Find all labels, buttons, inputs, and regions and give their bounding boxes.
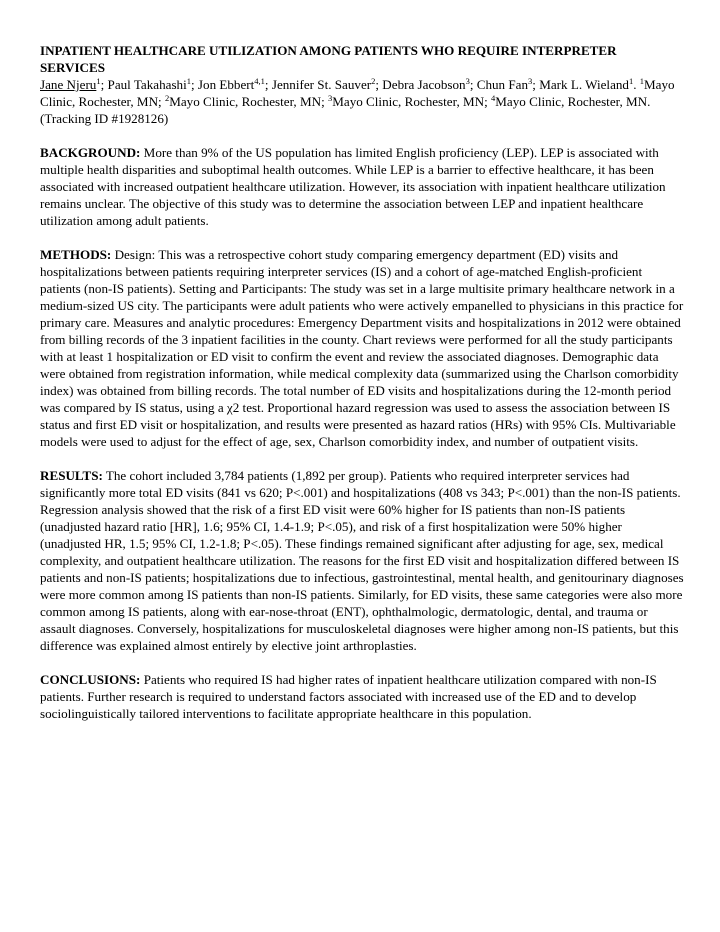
affiliation-number: 4 [491, 93, 496, 103]
results-text: The cohort included 3,784 patients (1,892 per group). Patients who required interpreter services had significantly more total ED visits (841 vs 620; P<.001) and hospitalizations (408 vs 343; P<.001) than the non-IS patients. Regression analysis showed that the risk of a first ED visit were 60% higher for IS patients than non-IS patients (unadjusted hazard ratio [HR], 1.6; 95% CI, 1.4-1.9; P<.05), and risk of a first hospitalization were 50% higher (unadjusted HR, 1.5; 95% CI, 1.2-1.8; P<.05). These findings remained significant after adjusting for age, sex, medical complexity, and outpatient healthcare utilization. The reasons for the first ED visit and hospitalization differed between IS patients and non-IS patients; hospitalizations due to infectious, gastrointestinal, mental health, and genitourinary diagnoses were more common among IS patients than non-IS patients. Similarly, for ED visits, these same categories were also more common among IS patients, along with ear-nose-throat (ENT), ophthalmologic, dermatologic, dental, and trauma or assault diagnoses. Conversely, hospitalizations for musculoskeletal diagnoses were higher among non-IS patients, but this difference was explained almost entirely by elective joint arthroplasties. [40, 468, 684, 653]
methods-text: Design: This was a retrospective cohort study comparing emergency department (ED) visits and hospitalizations between patients requiring interpreter services (IS) and a cohort of age-matched English-proficient patients (non-IS patients). Setting and Participants: The study was set in a large multisite primary healthcare network in a medium-sized US city. The participants were adult patients who were actively empanelled to physicians in this practice for primary care. Measures and analytic procedures: Emergency Department visits and hospitalizations in 2012 were obtained from billing records of the 3 inpatient facilities in the county. Chart reviews were performed for all the study participants with at least 1 hospitalization or ED visit to confirm the event and review the associated diagnoses. Demographic data were obtained from registration information, while medical complexity data (summarized using the Charlson comorbidity index) was obtained from billing records. The total number of ED visits and hospitalizations during the 12-month period was compared by IS status, using a χ2 test. Proportional hazard regression was used to assess the association between IS status and first ED visit or hospitalization, and results were presented as hazard ratios (HRs) with 95% CIs. Multivariable models were used to adjust for the effect of age, sex, Charlson comorbidity index, and number of outpatient visits. [40, 247, 684, 449]
author-name: Mark L. Wieland [539, 77, 629, 92]
conclusions-heading: CONCLUSIONS: [40, 672, 141, 687]
abstract-title: INPATIENT HEALTHCARE UTILIZATION AMONG PATIENTS WHO REQUIRE INTERPRETER SERVICES [40, 43, 617, 75]
results-section [40, 467, 684, 654]
methods-heading: METHODS: [40, 247, 112, 262]
author-separator: ; [191, 77, 198, 92]
author-affiliation-mark: 2 [371, 76, 376, 86]
author-separator: ; [264, 77, 272, 92]
affiliation-text: Mayo Clinic, Rochester, MN [495, 94, 648, 109]
author-affiliation-mark: 1 [628, 76, 634, 86]
author-name: Jon Ebbert [197, 77, 255, 92]
background-text: More than 9% of the US population has limited English proficiency (LEP). LEP is associated with multiple health disparities and suboptimal health outcomes. While LEP is a barrier to effective healthcare, it has been associated with increased outpatient healthcare utilization. However, its association with inpatient healthcare utilization remains unclear. The objective of this study was to determine the association between LEP and inpatient healthcare utilization among adult patients. [40, 145, 666, 228]
background-section [40, 144, 684, 229]
presenting-author: Jane Njeru [40, 77, 97, 92]
author-affiliation-mark: 1 [186, 76, 191, 86]
author-name: Paul Takahashi [107, 77, 187, 92]
background-heading: BACKGROUND: [40, 145, 141, 160]
affiliation-text: Mayo Clinic, Rochester, MN [332, 94, 485, 109]
author-separator: ; [100, 77, 108, 92]
conclusions-section [40, 671, 684, 722]
author-affiliation-mark: 4,1 [254, 76, 265, 86]
author-block: Jane Njeru$^1$; Paul Takahashi$^1$; Jon Ebbert$^{4,1}$; Jennifer St. Sauver$^2$; Debra Jacobson$^3$; Chun Fan$^3$; Mark L. Wieland$^1$. $^1$Mayo Clinic, Rochester, MN; $^2$Mayo Clinic, Rochester, MN; $^3$Mayo Clinic, Rochester, MN; $^4$Mayo Clinic, Rochester, MN. (Tracking ID #1928126) [40, 76, 675, 126]
tracking-id: (Tracking ID #1928126) [40, 111, 169, 126]
author-separator: ; [469, 77, 477, 92]
author-name: Jennifer St. Sauver [271, 77, 372, 92]
affiliation-number: 3 [327, 93, 333, 103]
affiliation-number: 2 [164, 93, 170, 103]
affiliation-text: Mayo Clinic, Rochester, MN [40, 77, 675, 109]
author-separator: ; [532, 77, 540, 92]
affiliation-text: Mayo Clinic, Rochester, MN [169, 94, 322, 109]
conclusions-text: Patients who required IS had higher rates of inpatient healthcare utilization compared with non-IS patients. Further research is required to understand factors associated with increased use of the ED and to develop sociolinguistically tailored interventions to facilitate appropriate healthcare in this population. [40, 672, 657, 721]
author-affiliation-mark: 1 [96, 76, 101, 86]
affiliation-number: 1 [639, 76, 645, 86]
author-affiliation-mark: 3 [528, 76, 533, 86]
author-name: Chun Fan [476, 77, 529, 92]
author-name: Debra Jacobson [382, 77, 466, 92]
methods-section [40, 246, 684, 450]
results-heading: RESULTS: [40, 468, 103, 483]
author-affiliation-mark: 3 [465, 76, 470, 86]
author-separator: ; [375, 77, 383, 92]
abstract-page [40, 42, 684, 722]
